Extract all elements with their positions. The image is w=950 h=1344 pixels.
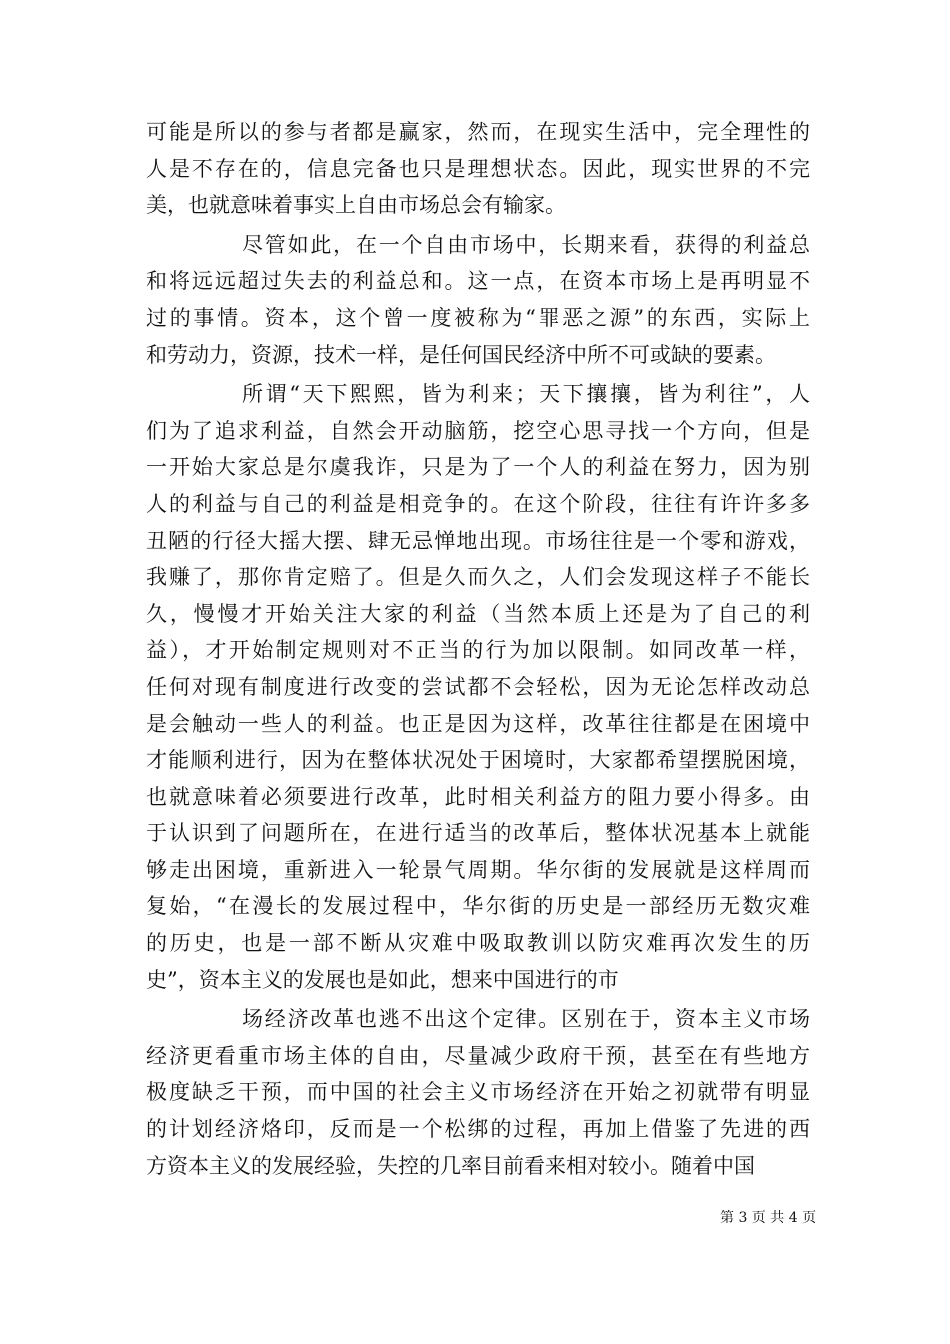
text-line: 一开始大家总是尔虞我诈，只是为了一个人的利益在努力，因为别 [146,455,810,480]
text-line: 的计划经济烙印，反而是一个松绑的过程，再加上借鉴了先进的西 [146,1117,810,1142]
text-line: 人的利益与自己的利益是相竞争的。在这个阶段，往往有许许多多 [146,491,810,516]
text-line: 所谓“天下熙熙，皆为利来；天下攘攘，皆为利往”，人 [242,382,810,407]
text-line: 复始，“在漫长的发展过程中，华尔街的历史是一部经历无数灾难 [146,894,810,919]
text-line: 的历史，也是一部不断从灾难中吸取教训以防灾难再次发生的历 [146,931,810,956]
text-line: 丑陋的行径大摇大摆、肆无忌惮地出现。市场往往是一个零和游戏， [146,528,810,553]
text-line: 益），才开始制定规则对不正当的行为加以限制。如同改革一样， [146,638,810,663]
text-line: 场经济改革也逃不出这个定律。区别在于，资本主义市场 [242,1007,810,1032]
text-line: 和将远远超过失去的利益总和。这一点，在资本市场上是再明显不 [146,269,810,294]
paragraph [146,376,810,998]
text-line: 们为了追求利益，自然会开动脑筋，挖空心思寻找一个方向，但是 [146,418,810,443]
text-line: 人是不存在的，信息完备也只是理想状态。因此，现实世界的不完 [146,156,810,181]
text-line: 方资本主义的发展经验，失控的几率目前看来相对较小。随着中国 [146,1153,755,1178]
paragraph [146,227,810,373]
page-footer: 第 3 页 共 4 页 [720,1210,817,1226]
text-line: 也就意味着必须要进行改革，此时相关利益方的阻力要小得多。由 [146,784,810,809]
text-line: 和劳动力，资源，技术一样，是任何国民经济中所不可或缺的要素。 [146,342,776,367]
text-line: 过的事情。资本，这个曾一度被称为“罪恶之源”的东西，实际上 [146,305,810,330]
text-line: 够走出困境，重新进入一轮景气周期。华尔街的发展就是这样周而 [146,857,810,882]
body-text [146,114,810,1184]
text-line: 经济更看重市场主体的自由，尽量减少政府干预，甚至在有些地方 [146,1043,810,1068]
text-line: 于认识到了问题所在，在进行适当的改革后，整体状况基本上就能 [146,821,810,846]
text-line: 是会触动一些人的利益。也正是因为这样，改革往往都是在困境中 [146,711,810,736]
paragraph [146,1001,810,1184]
text-line: 尽管如此，在一个自由市场中，长期来看，获得的利益总 [242,232,810,257]
text-line: 才能顺利进行，因为在整体状况处于困境时，大家都希望摆脱困境， [146,748,810,773]
text-line: 美，也就意味着事实上自由市场总会有输家。 [146,193,566,218]
text-line: 可能是所以的参与者都是赢家，然而，在现实生活中，完全理性的 [146,120,810,144]
text-line: 久，慢慢才开始关注大家的利益（当然本质上还是为了自己的利 [146,601,810,626]
text-line: 史”，资本主义的发展也是如此，想来中国进行的市 [146,967,619,992]
paragraph [146,114,810,224]
text-line: 极度缺乏干预，而中国的社会主义市场经济在开始之初就带有明显 [146,1080,810,1105]
text-line: 任何对现有制度进行改变的尝试都不会轻松，因为无论怎样改动总 [146,674,810,699]
text-line: 我赚了，那你肯定赔了。但是久而久之，人们会发现这样子不能长 [146,565,810,590]
